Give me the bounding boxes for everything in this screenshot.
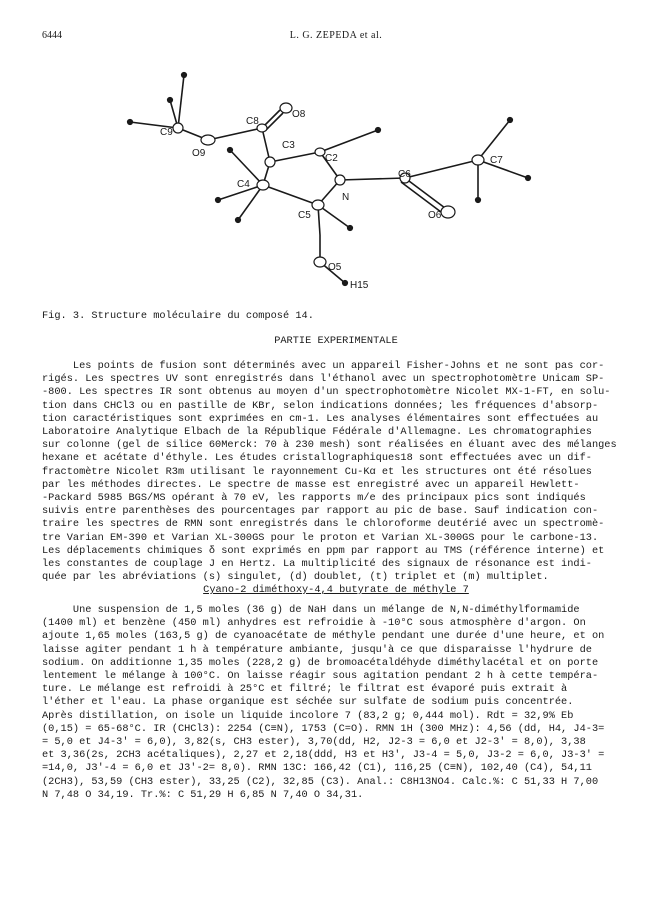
label-c7: C7 — [490, 155, 503, 166]
paragraph-methods — [42, 360, 634, 584]
molecular-structure-figure — [0, 0, 672, 300]
text-line: traire les spectres de RMN sont enregistrés dans le chloroforme deutérié avec un spectromè- — [42, 518, 605, 531]
text-line: -Packard 5985 BGS/MS opérant à 70 eV, les rapports m/e des principaux pics sont indiqués — [42, 492, 586, 505]
label-c5: C5 — [298, 210, 311, 221]
text-line: tion caractéristiques sont exprimées en cm-1. Les analyses élémentaires sont effectuées au — [42, 412, 599, 425]
text-line: quée par les abréviations (s) singulet, (d) doublet, (t) triplet et (m) multiplet. — [42, 571, 549, 584]
label-n: N — [342, 192, 350, 203]
atom-c4 — [257, 180, 269, 190]
text-line: hexane et acétate d'éthyle. Les études cristallographiques18 sont effectuées avec un dif- — [42, 452, 592, 465]
label-c6: C6 — [398, 169, 411, 180]
label-c2: C2 — [325, 153, 338, 164]
text-line: tion dans CHCl3 ou en pastille de KBr, selon indications données; les fréquences d'absorp- — [42, 399, 599, 412]
text-line: Les points de fusion sont déterminés avec un appareil Fisher-Johns et ne sont pas cor- — [42, 360, 605, 372]
label-o5: O5 — [328, 262, 342, 273]
label-o8: O8 — [292, 109, 306, 120]
text-line: =14,0, J3'-4 = 6,0 et J3'-2= 8,0). RMN 13C: 166,42 (C1), 116,25 (C≡N), 102,40 (C4), 54,11 — [42, 762, 592, 775]
atom-o5 — [314, 257, 326, 267]
label-o9: O9 — [192, 148, 206, 159]
atom-c2 — [315, 148, 325, 156]
atom-c7 — [472, 155, 484, 165]
label-c3: C3 — [282, 140, 295, 151]
text-line: fractomètre Nicolet R3m utilisant le rayonnement Cu-Kα et les structures ont été résolues — [42, 465, 592, 478]
atom-c3 — [265, 157, 275, 167]
label-c8: C8 — [246, 116, 259, 127]
paragraph-synthesis — [42, 604, 634, 802]
text-line: (2CH3), 53,59 (CH3 ester), 33,25 (C2), 32,85 (C3). Anal.: C8H13NO4. Calc.%: C 51,33 H 7,00 — [42, 775, 599, 788]
text-line: Après distillation, on isole un liquide incolore 7 (83,2 g; 0,444 mol). Rdt = 32,9% Eb — [42, 709, 574, 722]
atom-o6 — [441, 206, 455, 218]
text-line: lentement le mélange à 100°C. On laisse réagir sous agitation pendant 2 h à cette tempéra- — [42, 670, 599, 683]
bonds — [130, 75, 528, 283]
text-line: ture. Le mélange est refroidi à 25°C et filtré; le filtrat est évaporé puis extrait à — [42, 683, 568, 696]
compound-subheading: Cyano-2 diméthoxy-4,4 butyrate de méthyle 7 — [203, 584, 469, 596]
atom-o8 — [280, 103, 292, 113]
label-h15: H15 — [350, 280, 369, 291]
section-title: PARTIE EXPERIMENTALE — [274, 335, 398, 347]
atom-c5 — [312, 200, 324, 210]
atom-o9 — [201, 135, 215, 145]
label-c4: C4 — [237, 179, 250, 190]
label-o6: O6 — [428, 210, 442, 221]
text-line: laisse agiter pendant 1 h à température ambiante, jusqu'à ce que disparaisse l'hydrure de — [42, 643, 592, 656]
atoms — [128, 73, 531, 286]
text-line: N 7,48 O 34,19. Tr.%: C 51,29 H 6,85 N 7,40 O 34,31. — [42, 788, 364, 801]
text-line: (1400 ml) et benzène (450 ml) anhydres est refroidie à -10°C sous atmosphère d'argon. On — [42, 617, 586, 630]
text-line: ajoute 1,65 moles (163,5 g) de cyanoacétate de méthyle pendant une durée d'une heure, et on — [42, 630, 605, 643]
running-header: L. G. ZEPEDA et al. — [289, 30, 383, 41]
text-line: l'éther et l'eau. La phase organique est séchée sur sulfate de sodium puis concentrée. — [42, 696, 574, 709]
atom-c9 — [173, 123, 183, 133]
page-number: 6444 — [42, 30, 62, 41]
text-line: sur colonne (gel de silice 60Merck: 70 à 230 mesh) sont réalisées en éluant avec des mélanges — [42, 439, 617, 452]
text-line: suivis entre parenthèses des pourcentages par rapport au pic de base. Sauf indication con- — [42, 505, 599, 518]
text-line: Les déplacements chimiques δ sont exprimés en ppm par rapport au TMS (référence interne) et — [42, 544, 605, 557]
text-line: et 3,36(2s, 2CH3 acétaliques), 2,27 et 2,18(ddd, H3 et H3', J3-4 = 5,0, J3-2 = 6,0, J3-3' = — [42, 749, 605, 762]
text-line: rigés. Les spectres UV sont enregistrés dans l'éthanol avec un spectrophotomètre Unicam SP- — [42, 373, 605, 386]
atom-n — [335, 175, 345, 185]
text-line: = 5,0 et J4-3' = 6,0), 3,82(s, CH3 ester), 3,70(dd, H2, J2-3 = 6,0 et J2-3' = 8,0), 3,38 — [42, 736, 586, 749]
text-line: -800. Les spectres IR sont obtenus au moyen d'un spectrophotomètre Nicolet MX-1-FT, en solu- — [42, 386, 611, 399]
text-line: Laboratoire Analytique Elbach de la République Fédérale d'Allemagne. Les chromatographies — [42, 426, 592, 439]
text-line: (0,15) = 65-68°C. IR (CHCl3): 2254 (C≡N), 1753 (C=O). RMN 1H (300 MHz): 4,56 (dd, H4, J4-3= — [42, 722, 605, 735]
text-line: par les méthodes directes. Le spectre de masse est enregistré avec un appareil Hewlett- — [42, 478, 580, 491]
text-line: les constantes de couplage J en Hertz. La multiplicité des signaux de résonance est indi- — [42, 558, 592, 571]
label-c9: C9 — [160, 127, 173, 138]
figure-caption: Fig. 3. Structure moléculaire du composé 14. — [42, 310, 314, 322]
text-line: Une suspension de 1,5 moles (36 g) de NaH dans un mélange de N,N-diméthylformamide — [42, 604, 580, 616]
text-line: sodium. On additionne 1,35 moles (228,2 g) de bromoacétaldéhyde diméthylacétal et on porte — [42, 656, 599, 669]
text-line: tre Varian EM-390 et Varian XL-300GS pour le proton et Varian XL-300GS pour le carbone-13. — [42, 531, 599, 544]
